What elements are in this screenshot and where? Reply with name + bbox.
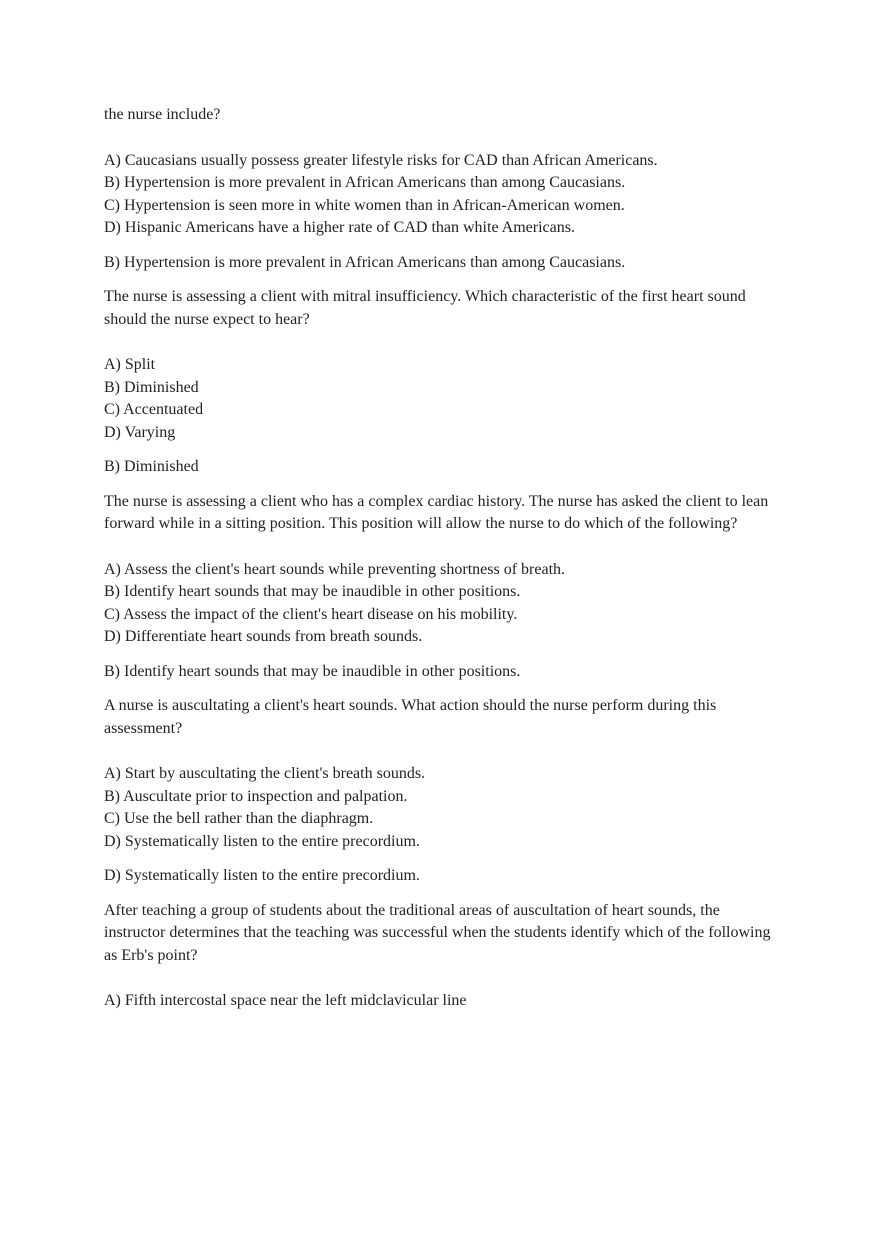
- option-d: D) Differentiate heart sounds from breath sounds.: [104, 628, 423, 645]
- options-list: [104, 763, 784, 853]
- option-d: D) Systematically listen to the entire precordium.: [104, 832, 420, 850]
- option-a: A) Fifth intercostal space near the left midclavicular line: [104, 992, 467, 1009]
- answer-text: B) Diminished: [104, 458, 199, 475]
- options-list: [104, 559, 784, 649]
- option-b: B) Diminished: [104, 378, 199, 396]
- option-a: A) Start by auscultating the client's breath sounds.: [104, 765, 426, 782]
- question-text: The nurse is assessing a client with mitral insufficiency. Which characteristic of the first heart sound should the nurse expect to hear?: [104, 288, 746, 328]
- option-b: B) Hypertension is more prevalent in African Americans than among Caucasians.: [104, 174, 626, 191]
- options-list: [104, 150, 784, 240]
- option-c: C) Hypertension is seen more in white women than in African-American women.: [104, 196, 625, 214]
- question-text: The nurse is assessing a client who has a complex cardiac history. The nurse has asked the client to lean forward while in a sitting position. This position will allow the nurse to do which of the following?: [104, 492, 769, 532]
- question-text: the nurse include?: [104, 106, 221, 123]
- options-list: [104, 990, 784, 1013]
- answer-text: B) Hypertension is more prevalent in African Americans than among Caucasians.: [104, 253, 626, 271]
- option-a: A) Assess the client's heart sounds while preventing shortness of breath.: [104, 560, 566, 578]
- option-c: C) Accentuated: [104, 401, 204, 418]
- option-c: C) Use the bell rather than the diaphragm.: [104, 810, 374, 827]
- question-text: After teaching a group of students about the traditional areas of auscultation of heart sounds, the instructor determines that the teaching was successful when the students identify which of the following as Erb's point?: [104, 901, 771, 964]
- options-list: [104, 354, 784, 444]
- question-text: A nurse is auscultating a client's heart sounds. What action should the nurse perform during this assessment?: [104, 697, 717, 737]
- answer-text: B) Identify heart sounds that may be inaudible in other positions.: [104, 662, 521, 680]
- option-c: C) Assess the impact of the client's heart disease on his mobility.: [104, 605, 518, 623]
- option-d: D) Varying: [104, 423, 176, 441]
- option-a: A) Caucasians usually possess greater lifestyle risks for CAD than African Americans.: [104, 151, 658, 169]
- option-b: B) Identify heart sounds that may be inaudible in other positions.: [104, 583, 521, 600]
- option-d: D) Hispanic Americans have a higher rate of CAD than white Americans.: [104, 219, 575, 236]
- answer-text: D) Systematically listen to the entire precordium.: [104, 867, 420, 884]
- option-a: A) Split: [104, 356, 156, 373]
- option-b: B) Auscultate prior to inspection and palpation.: [104, 787, 408, 805]
- document-page: [104, 104, 784, 1013]
